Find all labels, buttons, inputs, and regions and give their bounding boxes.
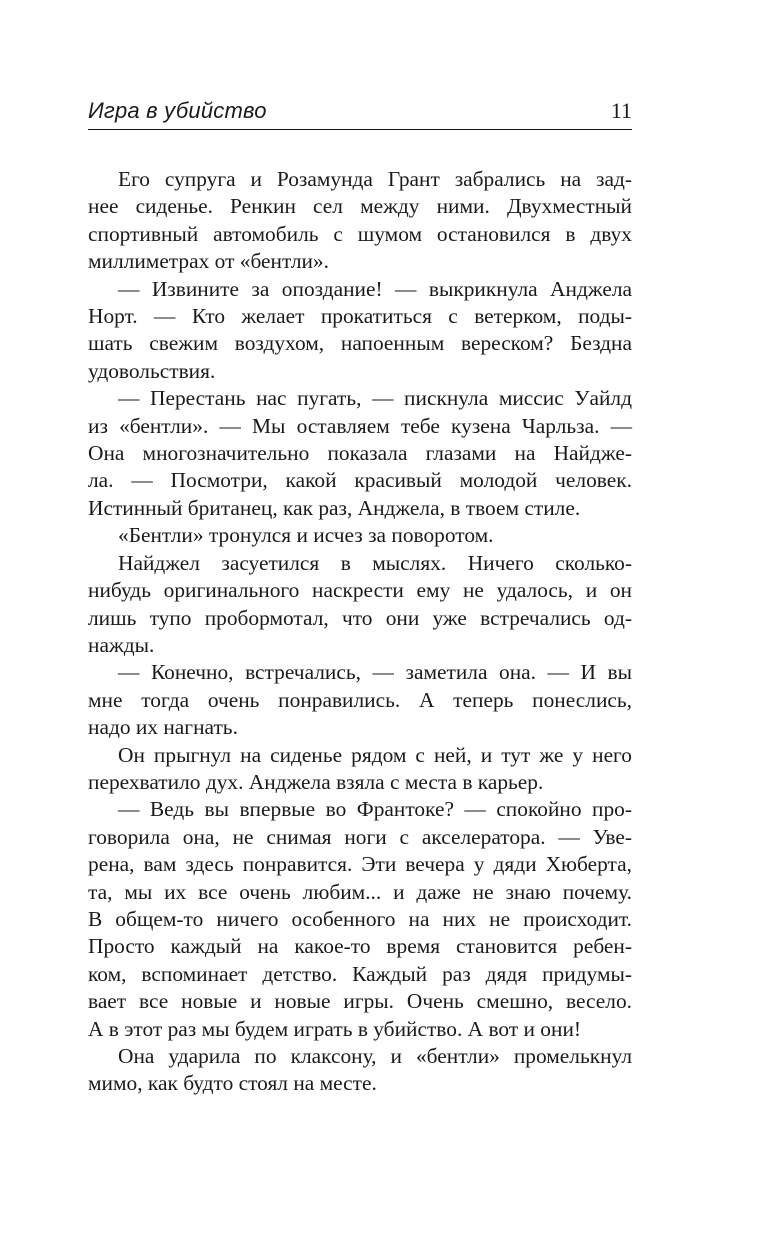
text-line: мимо, как будто стоял на месте. [88, 1071, 377, 1096]
text-line: — Конечно, встречались, — заметила она. — И вы [118, 660, 632, 685]
text-line: нее сиденье. Ренкин сел между ними. Двухместный [88, 194, 632, 219]
text-line: Просто каждый на какое-то время становится ребен- [88, 934, 632, 959]
text-line: Найджел засуетился в мыслях. Ничего сколько- [118, 550, 632, 575]
text-line: — Ведь вы впервые во Франтоке? — спокойно про- [118, 797, 632, 822]
text-line: лишь тупо пробормотал, что они уже встречались од- [88, 605, 632, 630]
paragraph [88, 1043, 632, 1098]
paragraph [88, 522, 632, 549]
text-line: говорила она, не снимая ноги с акселератора. — Уве- [88, 824, 632, 849]
text-line: ком, вспоминает детство. Каждый раз дядя придумы- [88, 961, 632, 986]
text-line: нибудь оригинального наскрести ему не удалось, и он [88, 578, 632, 603]
paragraph [88, 742, 632, 797]
paragraph [88, 550, 632, 660]
book-title: Игра в убийство [88, 98, 267, 123]
text-line: перехватило дух. Анджела взяла с места в карьер. [88, 769, 544, 794]
paragraph [88, 796, 632, 1043]
page-number: 11 [610, 98, 632, 123]
text-line: Истинный британец, как раз, Анджела, в твоем стиле. [88, 495, 581, 520]
text-line: та, мы их все очень любим... и даже не знаю почему. [88, 879, 632, 904]
text-line: мне тогда очень понравились. А теперь понеслись, [88, 687, 632, 712]
text-line: Она ударила по клаксону, и «бентли» промелькнул [118, 1044, 632, 1068]
text-line: удовольствия. [88, 358, 216, 383]
paragraph [88, 276, 632, 386]
text-line: шать свежим воздухом, напоенным вереском? Бездна [88, 331, 632, 356]
text-line: спортивный автомобиль с шумом остановился в двух [88, 221, 632, 246]
text-line: нажды. [88, 632, 155, 657]
paragraph [88, 166, 632, 276]
text-line: надо их нагнать. [88, 715, 238, 740]
text-line: Норт. — Кто желает прокатиться с ветерком, поды- [88, 304, 632, 329]
text-line: из «бентли». — Мы оставляем тебе кузена Чарльза. — [88, 413, 632, 438]
book-page [88, 98, 632, 1098]
paragraph [88, 659, 632, 741]
paragraph [88, 385, 632, 522]
text-line: — Перестань нас пугать, — пискнула миссис Уайлд [118, 386, 632, 411]
text-line: В общем-то ничего особенного на них не происходит. [88, 906, 632, 931]
text-line: ла. — Посмотри, какой красивый молодой человек. [88, 468, 632, 493]
text-line: Его супруга и Розамунда Грант забрались на зад- [118, 167, 632, 191]
text-line: миллиметрах от «бентли». [88, 249, 329, 274]
body-text [88, 166, 632, 1098]
text-line: Он прыгнул на сиденье рядом с ней, и тут же у него [118, 742, 632, 767]
text-line: «Бентли» тронулся и исчез за поворотом. [118, 523, 494, 548]
text-line: рена, вам здесь понравится. Эти вечера у дяди Хюберта, [88, 852, 632, 877]
text-line: Она многозначительно показала глазами на Найдже- [88, 441, 632, 466]
text-line: — Извините за опоздание! — выкрикнула Анджела [118, 276, 632, 301]
text-line: вает все новые и новые игры. Очень смешно, весело. [88, 989, 632, 1014]
running-header [88, 98, 632, 130]
text-line: А в этот раз мы будем играть в убийство. А вот и они! [88, 1016, 582, 1041]
